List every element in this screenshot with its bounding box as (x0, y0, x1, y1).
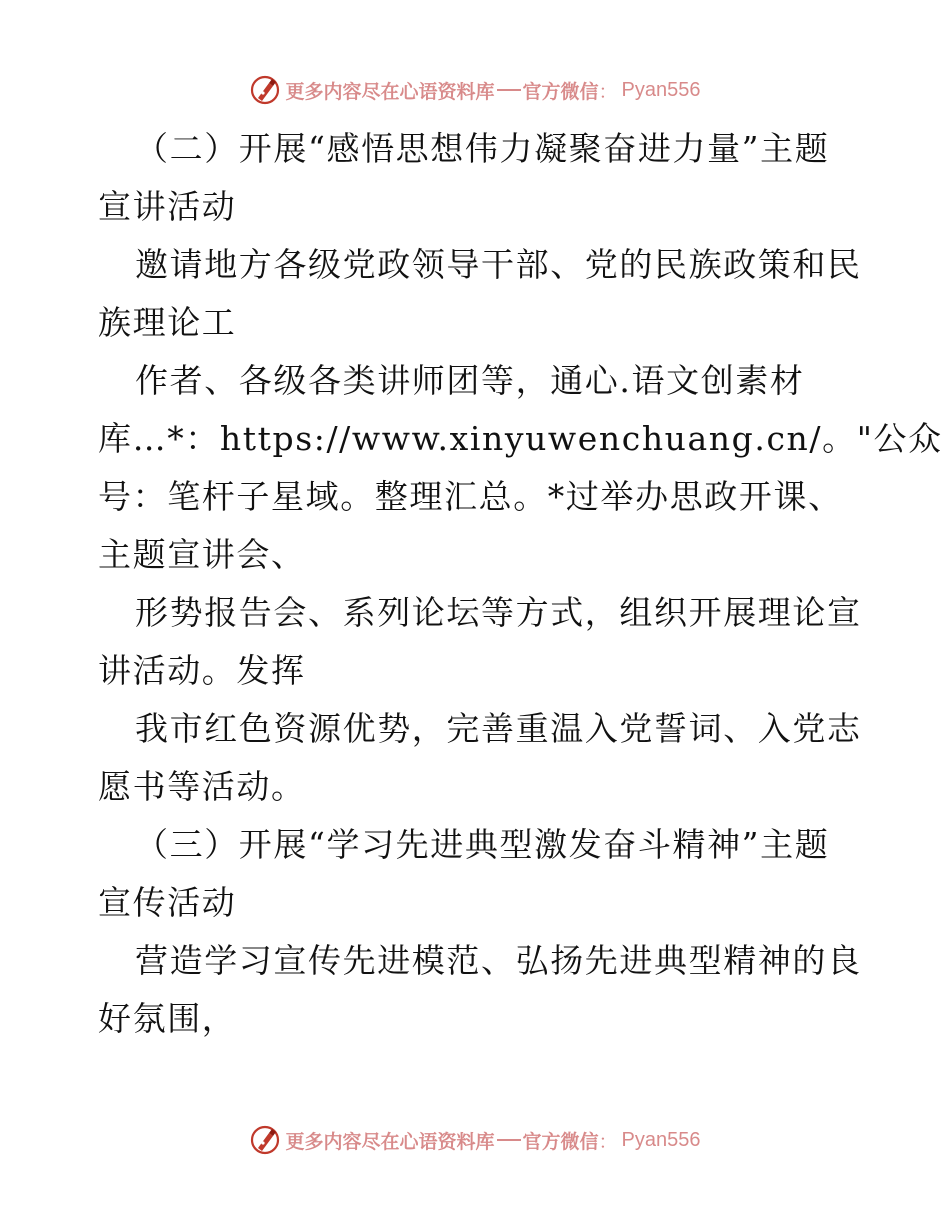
text-line: 宣传活动 (98, 883, 237, 922)
text-line: 号：笔杆子星域。整理汇总。*过举办思政开课、 (98, 477, 843, 516)
text-line: 讲活动。发挥 (98, 651, 306, 690)
banner-colon: ： (598, 80, 618, 103)
banner-wechat-id: Pyan556 (621, 1128, 701, 1151)
section-heading-2: （二）开展“感悟思想伟力凝聚奋进力量”主题 (135, 129, 830, 168)
text-line: 营造学习宣传先进模范、弘扬先进典型精神的良 (135, 941, 862, 980)
banner-dash (497, 1139, 521, 1141)
banner-text: 更多内容尽在心语资料库 (285, 80, 495, 103)
pen-nib-logo-icon (249, 74, 281, 106)
text-line: 邀请地方各级党政领导干部、党的民族政策和民 (135, 245, 862, 284)
text-line: 愿书等活动。 (98, 767, 306, 806)
text-line: 宣讲活动 (98, 187, 237, 226)
pen-nib-logo-icon (249, 1124, 281, 1156)
footer-watermark-banner (0, 1120, 950, 1160)
text-line: 好氛围， (98, 999, 237, 1038)
section-heading-3: （三）开展“学习先进典型激发奋斗精神”主题 (135, 825, 830, 864)
text-line: 作者、各级各类讲师团等，通心.语文创素材 (135, 361, 805, 400)
banner-text: 更多内容尽在心语资料库 (285, 1130, 495, 1153)
text-line: 族理论工 (98, 303, 237, 342)
text-line: 形势报告会、系列论坛等方式，组织开展理论宣 (135, 593, 862, 632)
text-line: 我市红色资源优势，完善重温入党誓词、入党志 (135, 709, 862, 748)
header-watermark-banner (0, 70, 950, 110)
text-line: 主题宣讲会、 (98, 535, 306, 574)
banner-suffix: 官方微信 (522, 1130, 599, 1153)
banner-wechat-id: Pyan556 (621, 78, 701, 101)
banner-colon: ： (598, 1130, 618, 1153)
text-line-with-url: 库…*：https://www.xinyuwenchuang.cn/。"公众 (98, 419, 943, 458)
banner-dash (497, 89, 521, 91)
document-body (98, 120, 943, 1048)
banner-suffix: 官方微信 (522, 80, 599, 103)
